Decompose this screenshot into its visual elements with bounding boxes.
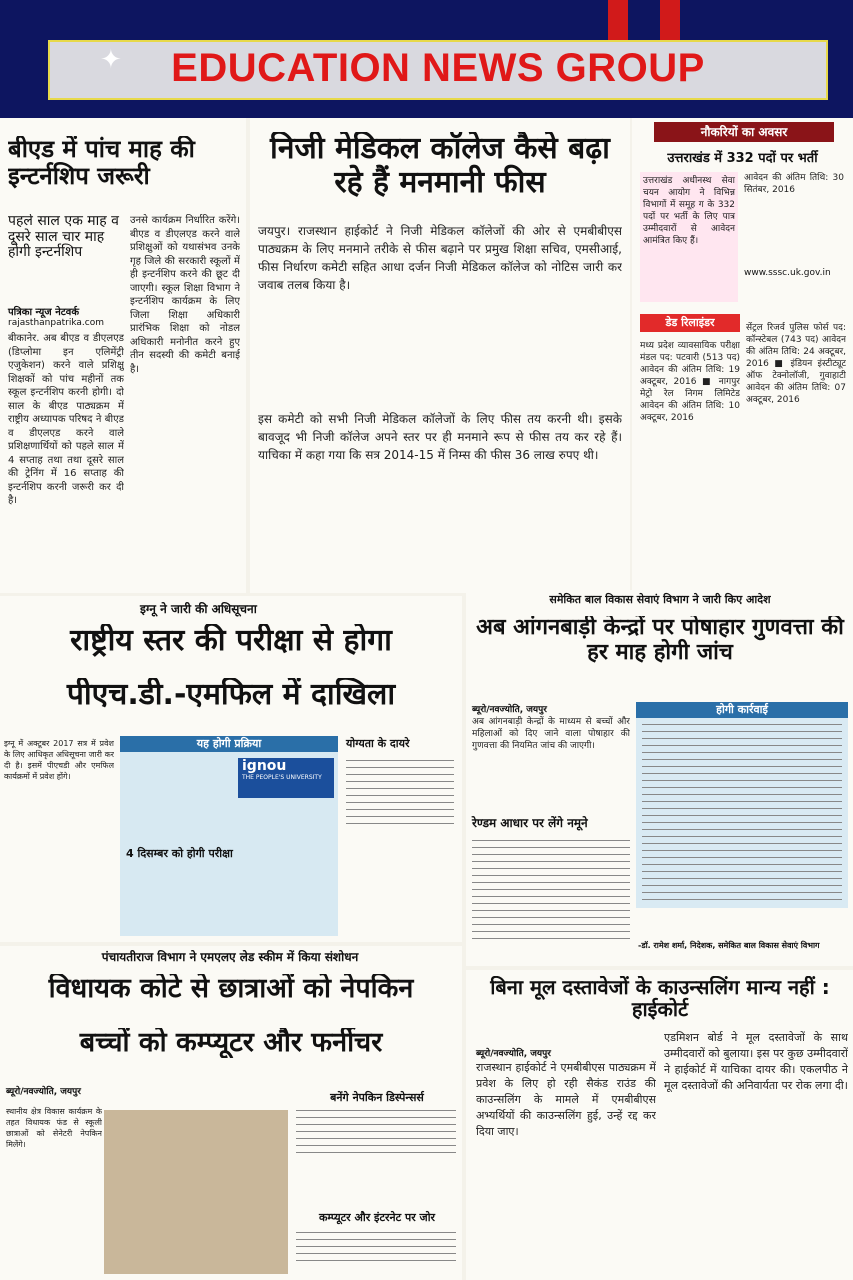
deadlines-left: मध्य प्रदेश व्यावसायिक परीक्षा मंडल पद: पटवारी (513 पद) आवेदन की अंतिम तिथि: 19 अक्टूबर, 2016 ■ नागपुर मेट्रो रेल निगम लिमिटेड आवेदन की अंतिम तिथि: 10 अक्टूबर, 2016 (640, 341, 740, 423)
jobs-article (632, 118, 853, 593)
anganwadi-box (636, 702, 848, 908)
anganwadi-box-lines (636, 724, 848, 900)
deadlines-header: डेड रिलाइंडर (640, 314, 740, 332)
napkin-headline-2: बच्चों को कम्प्यूटर और फर्नीचर (79, 1028, 383, 1058)
medical-article (250, 118, 630, 593)
phd-eligibility-label: योग्यता के दायरे (346, 737, 410, 750)
napkin-box2-lines (296, 1226, 456, 1267)
jobs-site: www.sssc.uk.gov.in (744, 268, 831, 278)
anganwadi-body: अब आंगनबाड़ी केन्द्रों के माध्यम से बच्चों और महिलाओं को दिए जाने वाला पोषाहार की गुणवत्ता की नियमित जांच की जाएगी। (472, 717, 630, 751)
napkin-box1: बनेंगे नेपकिन डिस्पेन्सर्स (330, 1091, 424, 1104)
jobs-header: नौकरियों का अवसर (654, 122, 834, 142)
bed-article (0, 118, 246, 593)
bed-byline: पत्रिका न्यूज नेटवर्क (8, 307, 80, 318)
napkin-headline-1: विधायक कोटे से छात्राओं को नेपकिन (48, 974, 414, 1004)
napkin-byline: ब्यूरो/नवज्योति, जयपुर (6, 1087, 81, 1097)
napkin-article (0, 946, 462, 1280)
phd-exam-label: 4 दिसम्बर को होगी परीक्षा (126, 847, 233, 860)
phd-article (0, 596, 462, 942)
counseling-headline: बिना मूल दस्तावेजों के काउन्सलिंग मान्य नहीं : हाईकोर्ट (490, 976, 830, 1021)
bed-subhead: पहले साल एक माह व दूसरे साल चार माह होगी इन्टर्नशिप (8, 214, 119, 261)
napkin-body: स्थानीय क्षेत्र विकास कार्यक्रम के तहत विधायक फंड से स्कूली छात्राओं को सेनेटरी नेपकिन मिलेंगे। (6, 1107, 102, 1149)
ignou-logo (238, 758, 334, 798)
phd-body: इग्नू में अक्टूबर 2017 सत्र में प्रवेश के लिए आधिकृत अधिसूचना जारी कर दी है। इसमें पीएचडी और एमफिल कार्यक्रमों में प्रवेश होंगे। (4, 739, 114, 781)
anganwadi-subhead: रेण्डम आधार पर लेंगे नमूने (472, 816, 588, 830)
anganwadi-headline: अब आंगनबाड़ी केन्द्रों पर पोषाहार गुणवत्ता की हर माह होगी जांच (476, 616, 844, 665)
sparkle-icon: ✦ (100, 45, 122, 75)
phd-headline-1: राष्ट्रीय स्तर की परीक्षा से होगा (70, 624, 392, 658)
bed-site: rajasthanpatrika.com (8, 318, 104, 328)
phd-process-box (120, 736, 338, 936)
ignou-logo-name: ignou (242, 758, 287, 774)
jobs-deadline: आवेदन की अंतिम तिथि: 30 सितंबर, 2016 (744, 173, 844, 195)
bed-headline: बीएड में पांच माह की इन्टर्नशिप जरूरी (8, 136, 195, 190)
anganwadi-quote-by: -डॉ. रामेश शर्मा, निदेशक, समेकित बाल विकास सेवाएं विभाग (638, 941, 820, 950)
anganwadi-kicker: समेकित बाल विकास सेवाएं विभाग ने जारी किए आदेश (549, 593, 771, 606)
medical-para2: इस कमेटी को सभी निजी मेडिकल कॉलेजों के लिए फीस तय करनी थी। इसके बावजूद भी निजी कॉलेज अपने स्तर पर ही मनमाने रूप से फीस तय कर रहे हैं। याचिका में कहा गया कि सत्र 2014-15 में निम्स की फीस 36 लाख रुपए थी। (258, 412, 622, 462)
medical-headline: निजी मेडिकल कॉलेज कैसे बढ़ा रहे हैं मनमानी फीस (270, 132, 610, 200)
counseling-byline: ब्यूरो/नवज्योति, जयपुर (476, 1049, 551, 1059)
counseling-article (466, 970, 853, 1280)
phd-kicker: इग्नू ने जारी की अधिसूचना (140, 602, 257, 616)
anganwadi-box-label: होगी कार्रवाई (636, 702, 848, 718)
anganwadi-byline: ब्यूरो/नवज्योति, जयपुर (472, 705, 547, 715)
phd-process-label: यह होगी प्रक्रिया (120, 736, 338, 752)
bed-body-left: बीकानेर. अब बीएड व डीएलएड (डिप्लोमा इन एलिमेंट्री एजुकेशन) करने वाले प्रशिक्षु शिक्षकों को पांच महीनों तक स्कूल इन्टर्नशिप करनी होगी। दो साल के बीएड पाठ्यक्रम में राष्ट्रीय अध्यापक परिषद ने बीएड व डीएलएड करने वाले प्रशिक्षणार्थियों को पहले साल में 4 सप्ताह तथा तथा दूसरे साल की ट्रेनिंग में 16 सप्ताह की इन्टर्नशिप करनी जरूरी कर दी है। (8, 333, 124, 506)
anganwadi-article (466, 590, 853, 966)
deadlines-right: सेंट्रल रिजर्व पुलिस फोर्स पद: कॉन्स्टेबल (743 पद) आवेदन की अंतिम तिथि: 24 अक्टूबर, 2016 ■ इंडियन इंस्टीट्यूट ऑफ टेक्नोलॉजी, गुवाहाटी आवेदन की अंतिम तिथि: 07 अक्टूबर, 2016 (746, 323, 846, 405)
banner-title: EDUCATION NEWS GROUP (171, 46, 705, 90)
anganwadi-body-lines (472, 834, 630, 945)
bed-body-right: उनसे कार्यक्रम निर्धारित करेंगे। बीएड व डीएलएड करने वाले प्रशिक्षुओं को यथासंभव उनके गृह जिले की सरकारी स्कूलों में ही इन्टर्नशिप करने की छूट दी जाएगी। स्कूल शिक्षा विभाग ने इन्टर्नशिप कार्यक्रम के लिए जिला शिक्षा अधिकारी प्रारंभिक शिक्षा को नोडल अधिकारी मनोनीत करने हुए तीन सदस्यी की कमेटी बनाई है। (130, 215, 240, 375)
counseling-body-left: राजस्थान हाईकोर्ट ने एमबीबीएस पाठ्यक्रम में प्रवेश के लिए हो रही सैकंड राउंड की काउन्सलिंग के मामले में एमबीबीएस अभ्यर्थियों की काउन्सलिंग हुई, उन्हें रद्द कर दिया जाए। (476, 1061, 656, 1138)
students-photo (104, 1110, 288, 1274)
counseling-body-right: एडमिशन बोर्ड ने मूल दस्तावेजों के साथ उम्मीदवारों को बुलाया। इस पर कुछ उम्मीदवारों ने हाईकोर्ट में याचिका दायर की। एकलपीठ ने मूल दस्तावेजों की अनिवार्यता पर रोक लगा दी। (664, 1031, 848, 1092)
napkin-box1-lines (296, 1104, 456, 1159)
ignou-logo-sub: THE PEOPLE'S UNIVERSITY (242, 774, 322, 781)
phd-headline-2: पीएच.डी.-एमफिल में दाखिला (66, 678, 396, 712)
napkin-kicker: पंचायतीराज विभाग ने एमएलए लेड स्कीम में किया संशोधन (101, 950, 359, 964)
medical-para1: जयपुर। राजस्थान हाईकोर्ट ने निजी मेडिकल कॉलेजों की ओर से एमबीबीएस पाठ्यक्रम के लिए मनमाने तरीके से फीस बढ़ाने पर प्रमुख शिक्षा सचिव, एमसीआई, फीस निर्धारण कमेटी सहित आधा दर्जन निजी मेडिकल कॉलेज को नोटिस जारी कर जवाब तलब किया है। (258, 224, 622, 292)
napkin-box2: कम्प्यूटर और इंटरनेट पर जोर (318, 1211, 436, 1224)
jobs-body: उत्तराखंड अधीनस्थ सेवा चयन आयोग ने विभिन्न विभागों में समूह ग के 332 पदों पर भर्ती के लिए पात्र उम्मीदवारों से आवेदन आमंत्रित किए हैं। (640, 172, 738, 302)
jobs-subheader: उत्तराखंड में 332 पदों पर भर्ती (667, 151, 818, 166)
phd-eligibility-text (346, 754, 454, 830)
